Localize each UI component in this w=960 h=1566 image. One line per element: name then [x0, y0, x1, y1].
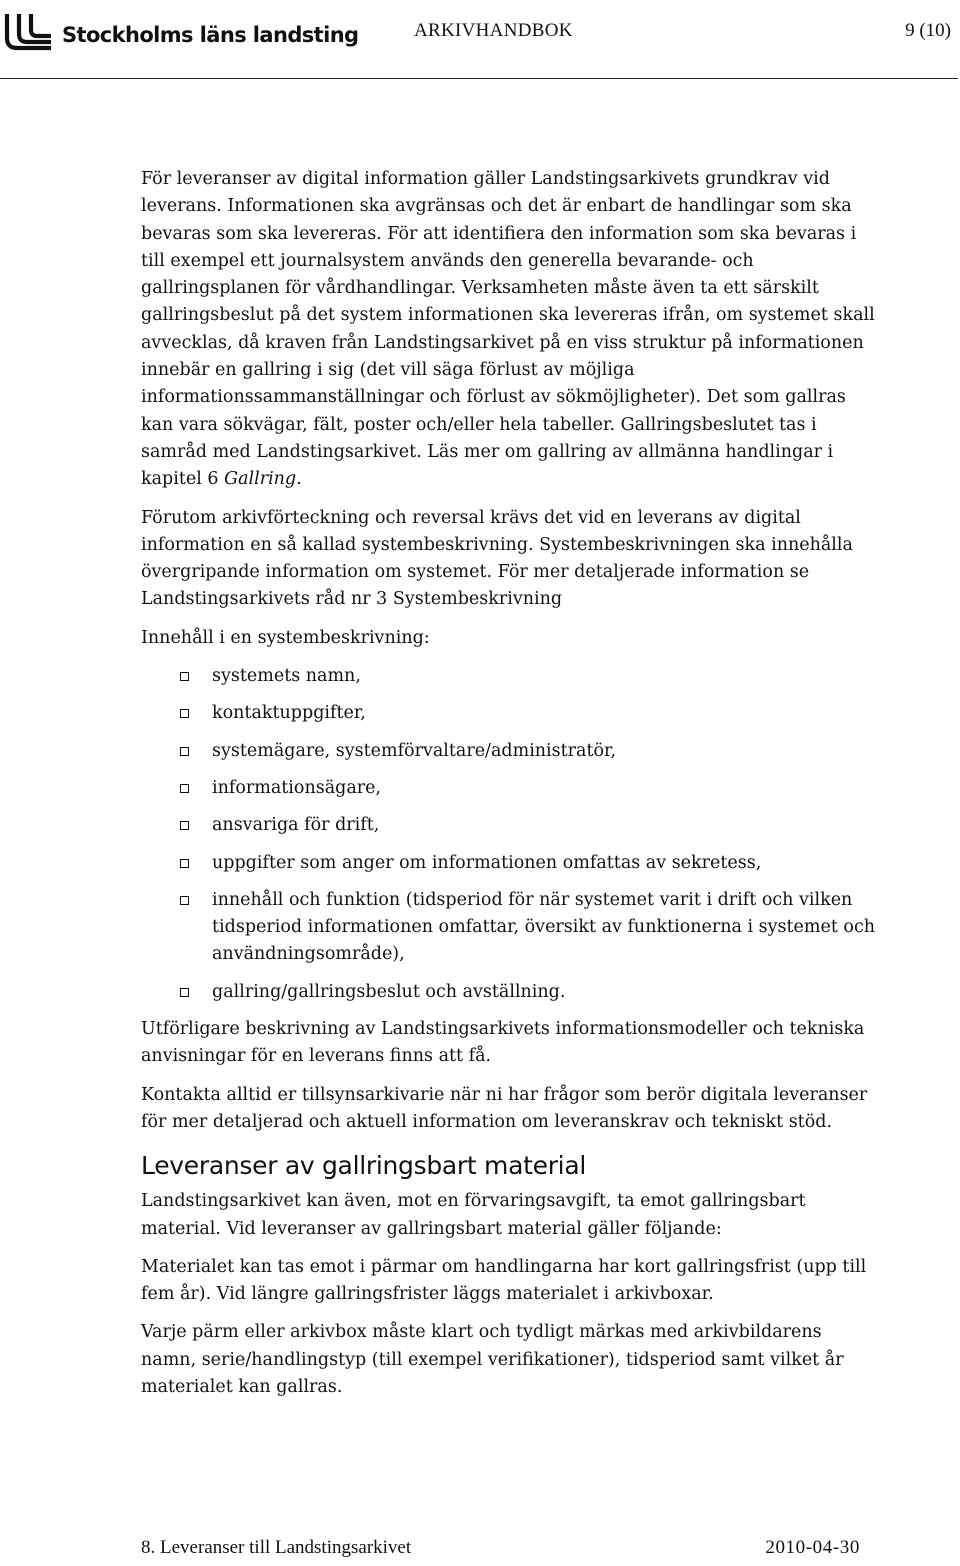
checkbox-icon — [180, 896, 189, 905]
list-item — [141, 887, 881, 969]
paragraph-disposable-material: Landstingsarkivet kan även, mot en förvaringsavgift, ta emot gallringsbart material. Vid leveranser av gallringsbart material gäller följande: — [141, 1191, 806, 1239]
header-divider — [0, 78, 958, 79]
paragraph-text: För leveranser av digital information gäller Landstingsarkivets grundkrav vid leverans. Informationen ska avgränsas och det är enbart de handlingar som ska bevaras som ska levereras. För att identifiera den information som ska bevaras i till exempel ett journalsystem används den generella bevarande- och gallringsplanen för vårdhandlingar. Verksamheten måste även ta ett särskilt gallringsbeslut på det system informationen ska levereras ifrån, om systemet skall avvecklas, då kraven från Landstingsarkivet på en viss struktur på informationen innebär en gallring i sig (det vill säga förlust av möjliga informationssammanställningar och förlust av sökmöjligheter). Det som gallras kan vara sökvägar, fält, poster och/eller hela tabeller. Gallringsbeslutet tas i samråd med Landstingsarkivet. Läs mer om gallring av allmänna handlingar i kapitel 6 — [141, 169, 875, 490]
document-title: ARKIVHANDBOK — [414, 20, 573, 41]
list-item — [141, 812, 881, 839]
list-item — [141, 738, 881, 765]
list-item-text: systemägare, systemförvaltare/administratör, — [212, 740, 617, 761]
footer-section: 8. Leveranser till Landstingsarkivet — [141, 1537, 412, 1558]
paragraph-labeling: Varje pärm eller arkivbox måste klart och tydligt märkas med arkivbildarens namn, serie/handlingstyp (till exempel verifikationer), tidsperiod samt vilket år materialet kan gallras. — [141, 1322, 844, 1397]
checkbox-icon — [180, 784, 189, 793]
logo — [4, 12, 358, 52]
sll-logo-icon — [4, 12, 54, 52]
chapter-reference: Gallring. — [224, 469, 302, 490]
paragraph-contact: Kontakta alltid er tillsynsarkivarie när ni har frågor som berör digitala leveranser för mer detaljerad och aktuell information om leveranskrav och tekniskt stöd. — [141, 1084, 868, 1132]
footer-date: 2010-04-30 — [765, 1537, 860, 1558]
list-item-text: kontaktuppgifter, — [212, 703, 366, 724]
list-item — [141, 700, 881, 727]
list-item-text: innehåll och funktion (tidsperiod för när systemet varit i drift och vilken tidsperiod informationen omfattar, översikt av funktionerna i systemet och användningsområde), — [212, 889, 876, 965]
list-item — [141, 663, 881, 690]
list-item-text: systemets namn, — [212, 666, 361, 687]
list-intro: Innehåll i en systembeskrivning: — [141, 627, 430, 648]
section-heading: Leveranser av gallringsbart material — [141, 1151, 586, 1181]
page-header — [0, 0, 960, 84]
list-item — [141, 979, 881, 1006]
list-item-text: informationsägare, — [212, 777, 382, 798]
list-item-text: uppgifter som anger om informationen omfattas av sekretess, — [212, 852, 762, 873]
list-item-text: gallring/gallringsbeslut och avställning. — [212, 981, 566, 1002]
paragraph-binders: Materialet kan tas emot i pärmar om handlingarna har kort gallringsfrist (upp till fem år). Vid längre gallringsfrister läggs materialet i arkivboxar. — [141, 1256, 867, 1305]
paragraph-digital-delivery — [141, 166, 881, 494]
system-description-list — [141, 663, 881, 1006]
paragraph-information-models: Utförligare beskrivning av Landstingsarkivets informationsmodeller och tekniska anvisningar för en leverans finns att få. — [141, 1019, 865, 1067]
logo-text: Stockholms läns landsting — [62, 23, 359, 47]
list-item — [141, 775, 881, 802]
checkbox-icon — [180, 859, 189, 868]
page-number: 9 (10) — [905, 20, 951, 41]
checkbox-icon — [180, 709, 189, 718]
list-item — [141, 850, 881, 877]
list-item-text: ansvariga för drift, — [212, 815, 380, 836]
checkbox-icon — [180, 821, 189, 830]
checkbox-icon — [180, 747, 189, 756]
paragraph-system-description: Förutom arkivförteckning och reversal krävs det vid en leverans av digital information en så kallad systembeskrivning. Systembeskrivningen ska innehålla övergripande information om systemet. För mer detaljerade information se Landstingsarkivets råd nr 3 Systembeskrivning — [141, 507, 853, 610]
checkbox-icon — [180, 672, 189, 681]
main-content — [141, 166, 881, 1410]
checkbox-icon — [180, 988, 189, 997]
